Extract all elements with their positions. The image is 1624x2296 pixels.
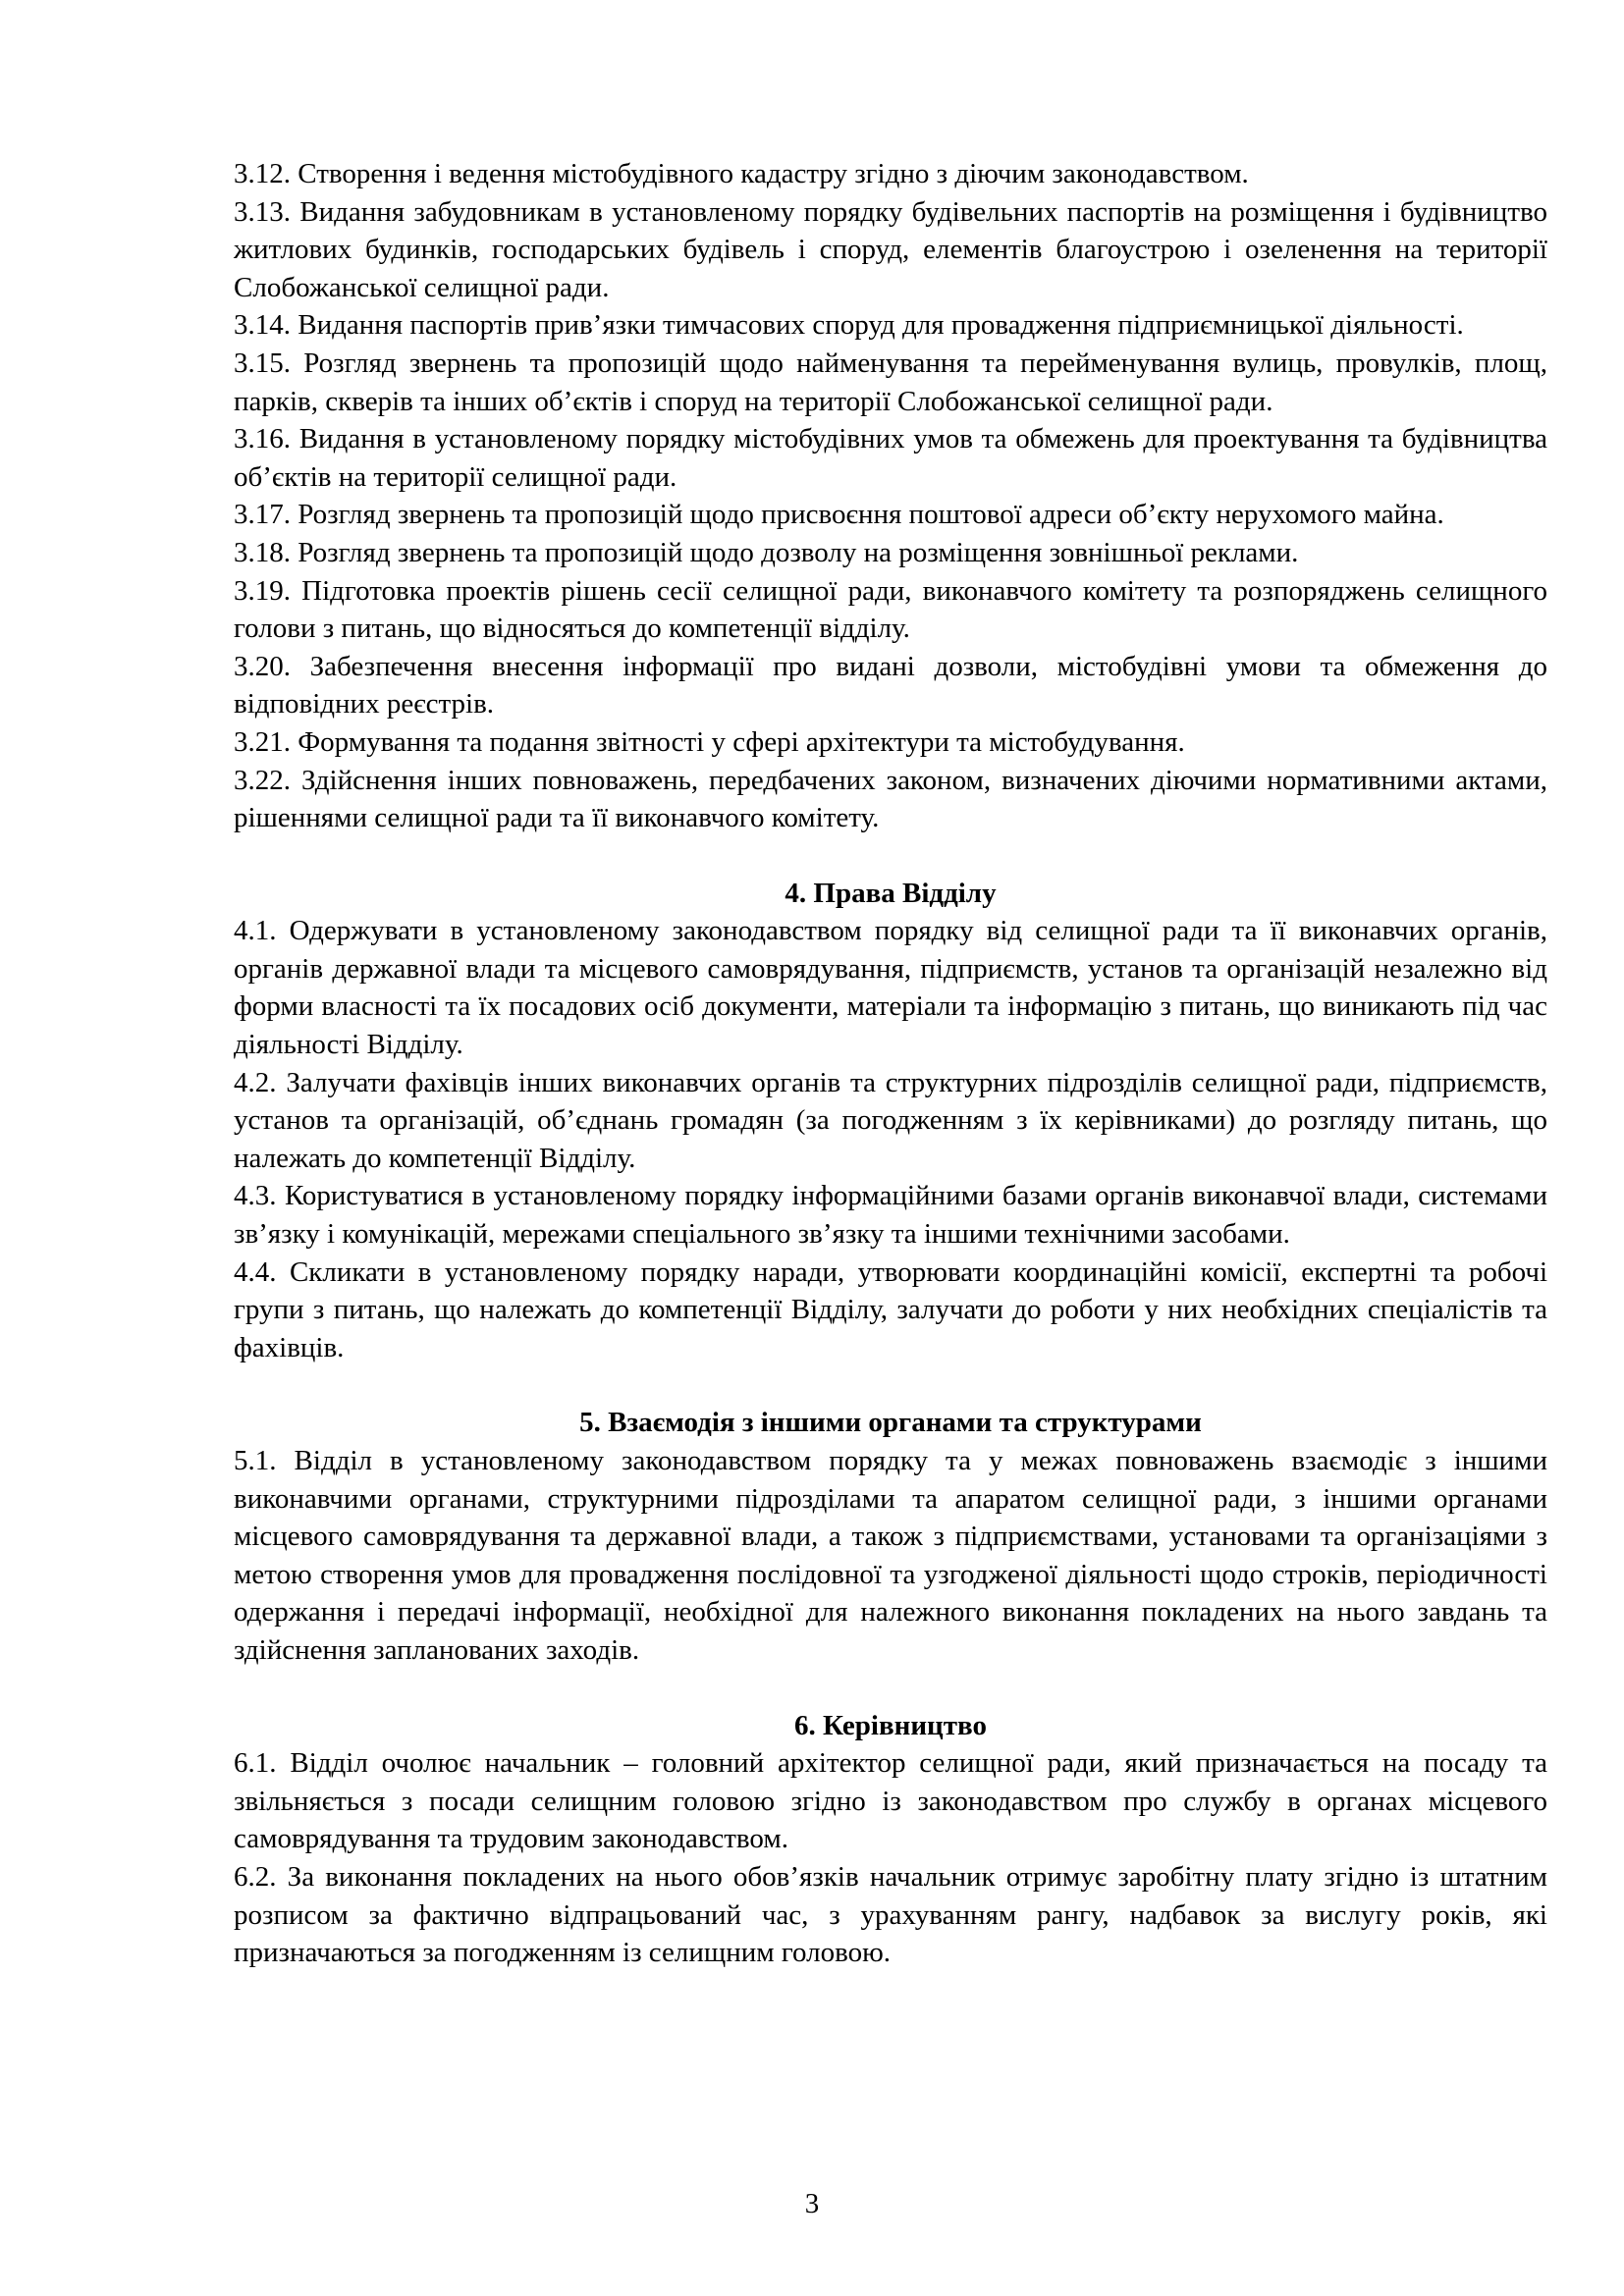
item-number: 3.17. (234, 499, 291, 531)
item-number: 3.12. (234, 158, 291, 189)
section-heading: 6. Керівництво (794, 1709, 987, 1741)
item-number: 3.19. (234, 574, 291, 607)
section-3-continued (234, 155, 1547, 837)
item-4-1 (234, 912, 1547, 1063)
section-heading: 4. Права Відділу (785, 877, 997, 909)
item-number: 4.4. (234, 1255, 277, 1288)
item-text: Здійснення інших повноважень, передбачених законом, визначених діючими нормативними актами, рішеннями селищної ради та її виконавчого комітету. (234, 764, 1548, 834)
section-heading: 5. Взаємодія з іншими органами та структурами (579, 1407, 1202, 1439)
item-text: Забезпечення внесення інформації про видані дозволи, містобудівні умови та обмеження до відповідних реєстрів. (234, 650, 1547, 721)
item-number: 5.1. (234, 1445, 277, 1476)
item-text: Користуватися в установленому порядку інформаційними базами органів виконавчої влади, системами зв’язку і комунікацій, мережами спеціального зв’язку та іншими технічними засобами. (234, 1180, 1547, 1251)
item-text: Залучати фахівців інших виконавчих органів та структурних підрозділів селищної ради, підприємств, установ та організацій, об’єднань громадян (за погодженням з їх керівниками) до розгляду питань, що належать до компетенції Відділу. (234, 1066, 1547, 1174)
item-3-16 (234, 420, 1547, 496)
item-number: 3.13. (234, 195, 291, 228)
item-number: 6.1. (234, 1747, 277, 1780)
item-text: Розгляд звернень та пропозицій щодо дозволу на розміщення зовнішньої реклами. (298, 536, 1299, 568)
page-number: 3 (804, 2188, 820, 2219)
item-number: 3.15. (234, 347, 291, 379)
document-body (234, 155, 1547, 1972)
item-text: Розгляд звернень та пропозицій щодо найменування та перейменування вулиць, провулків, площ, парків, скверів та інших об’єктів і споруд на території Слобожанської селищної ради. (234, 347, 1547, 417)
item-6-2 (234, 1858, 1547, 1972)
item-number: 3.22. (234, 764, 291, 796)
item-text: Створення і ведення містобудівного кадастру згідно з діючим законодавством. (298, 158, 1249, 189)
item-number: 6.2. (234, 1860, 277, 1893)
item-text: За виконання покладених на нього обов’язків начальник отримує заробітну плату згідно із штатним розписом за фактично відпрацьований час, з урахуванням рангу, надбавок за вислугу років, які призначаються за погодженням із селищним головою. (234, 1860, 1547, 1969)
item-3-15 (234, 345, 1547, 420)
item-text: Одержувати в установленому законодавством порядку від селищної ради та її виконавчих органів, органів державної влади та місцевого самоврядування, підприємств, установ та організацій незалежно від форми власності та їх посадових осіб документи, матеріали та інформацію з питань, що виникають під час діяльності Відділу. (234, 915, 1547, 1061)
item-number: 4.3. (234, 1180, 277, 1212)
item-3-18 (234, 534, 1547, 572)
item-5-1 (234, 1442, 1547, 1670)
item-3-14 (234, 306, 1547, 345)
item-text: Розгляд звернень та пропозицій щодо присвоєння поштової адреси об’єкту нерухомого майна. (298, 499, 1444, 531)
item-3-12 (234, 155, 1547, 193)
item-6-1 (234, 1744, 1547, 1858)
item-4-2 (234, 1064, 1547, 1178)
item-text: Видання в установленому порядку містобудівних умов та обмежень для проектування та будівництва об’єктів на території селищної ради. (234, 423, 1547, 493)
item-number: 3.18. (234, 536, 291, 568)
section-5 (234, 1404, 1547, 1669)
item-4-3 (234, 1177, 1547, 1253)
item-text: Відділ очолює начальник – головний архітектор селищної ради, який призначається на посаду та звільняється з посади селищним головою згідно із законодавством про службу в органах місцевого самоврядування та трудовим законодавством. (234, 1747, 1547, 1855)
item-3-17 (234, 496, 1547, 534)
item-text: Формування та подання звітності у сфері архітектури та містобудування. (298, 725, 1185, 758)
item-text: Видання забудовникам в установленому порядку будівельних паспортів на розміщення і будівництво житлових будинків, господарських будівель і споруд, елементів благоустрою і озеленення на території Слобожанської селищної ради. (234, 195, 1547, 303)
item-number: 3.20. (234, 650, 291, 682)
item-3-13 (234, 193, 1547, 307)
item-3-19 (234, 572, 1547, 648)
item-text: Видання паспортів прив’язки тимчасових споруд для провадження підприємницької діяльності. (298, 309, 1464, 342)
item-3-22 (234, 762, 1547, 837)
section-4 (234, 875, 1547, 1367)
item-3-21 (234, 723, 1547, 762)
item-text: Скликати в установленому порядку наради, утворювати координаційні комісії, експертні та робочі групи з питань, що належать до компетенції Відділу, залучати до роботи у них необхідних спеціалістів та фахівців. (234, 1255, 1548, 1363)
item-number: 3.21. (234, 725, 291, 758)
item-text: Підготовка проектів рішень сесії селищної ради, виконавчого комітету та розпоряджень селищного голови з питань, що відносяться до компетенції відділу. (234, 574, 1547, 645)
item-number: 3.16. (234, 423, 291, 455)
item-number: 4.2. (234, 1066, 277, 1098)
item-number: 4.1. (234, 915, 277, 947)
item-3-20 (234, 648, 1547, 723)
section-6 (234, 1707, 1547, 1972)
item-text: Відділ в установленому законодавством порядку та у межах повноважень взаємодіє з іншими виконавчими органами, структурними підрозділами та апаратом селищної ради, з іншими органами місцевого самоврядування та державної влади, а також з підприємствами, установами та організаціями з метою створення умов для провадження послідовної та узгодженої діяльності щодо строків, періодичності одержання і передачі інформації, необхідної для належного виконання покладених на нього завдань та здійснення запланованих заходів. (234, 1445, 1548, 1666)
item-4-4 (234, 1254, 1547, 1367)
item-number: 3.14. (234, 309, 291, 342)
